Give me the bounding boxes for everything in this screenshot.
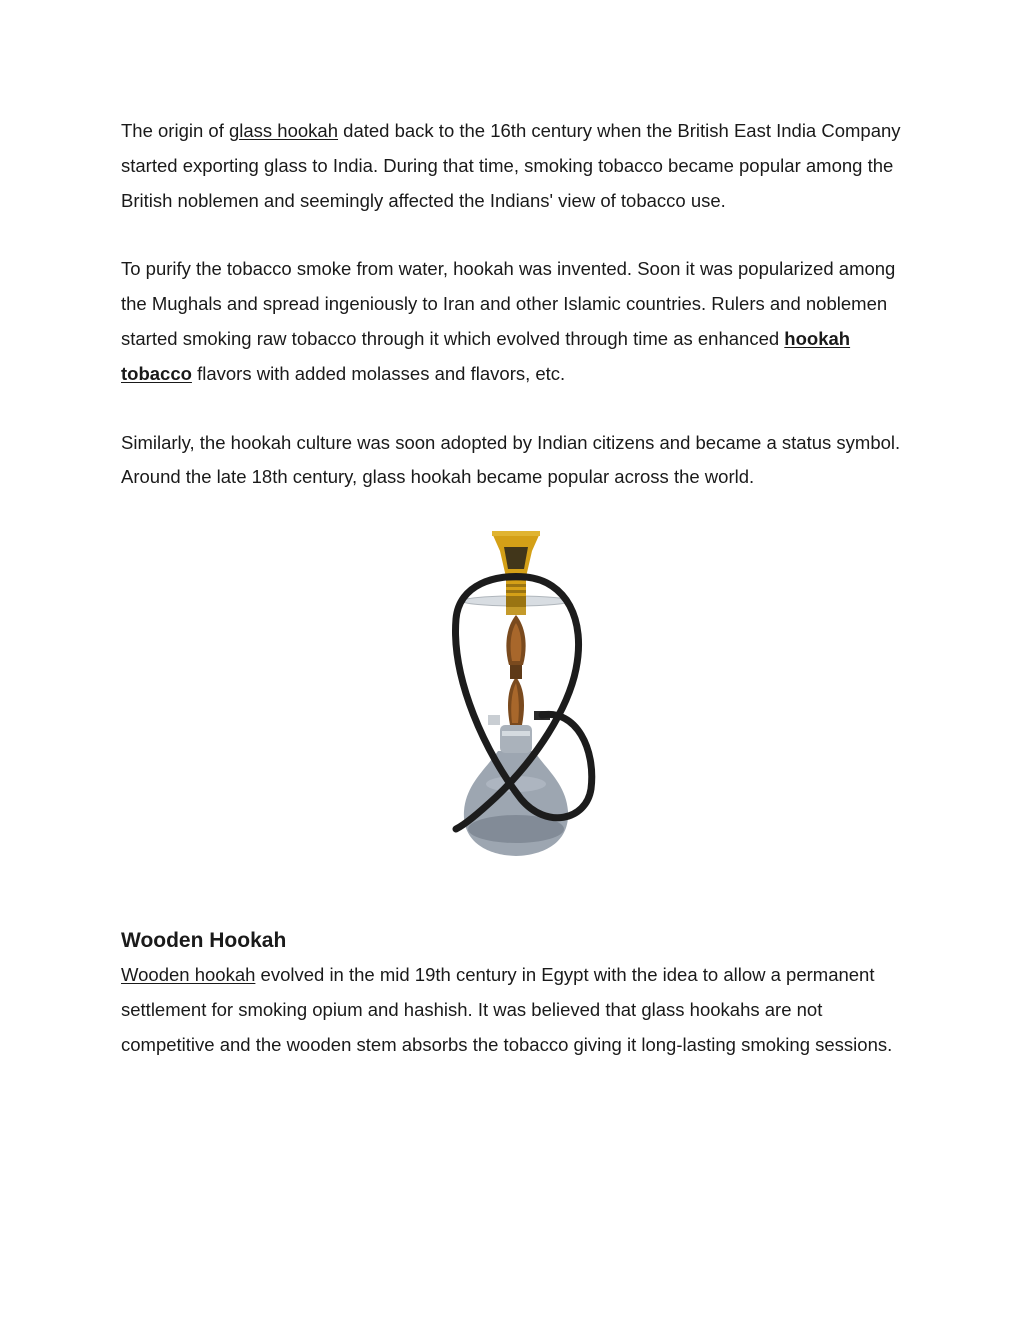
glass-hookah-link[interactable]: glass hookah (228, 120, 339, 141)
hookah-collar (500, 725, 532, 753)
paragraph-hookah-invention (121, 252, 911, 391)
hookah-figure (121, 529, 911, 863)
wooden-hookah-link[interactable]: Wooden hookah (121, 964, 256, 986)
paragraph-text: flavors with added molasses and flavors, etc. (191, 362, 566, 384)
paragraph-glass-hookah-origin (121, 114, 911, 218)
hookah-image (426, 529, 606, 863)
paragraph-text: dated back to the 16th century when the British East India Company started exporting glass to India. During that time, smoking tobacco became popular among the British noblemen and seemingly affected the Indians' view of tobacco use. (121, 120, 901, 211)
document-page (121, 114, 911, 1097)
paragraph-hookah-culture (121, 426, 911, 496)
paragraph-text: evolved in the mid 19th century in Egypt with the idea to allow a permanent settlement for smoking opium and hashish. It was believed that glass hookahs are not competitive and the wooden stem absorbs the tobacco giving it long-lasting smoking sessions. (121, 964, 893, 1055)
section-heading-wooden-hookah: Wooden Hookah (121, 929, 287, 953)
hookah-tobacco-link[interactable]: hookah tobacco (121, 327, 851, 384)
paragraph-text: To purify the tobacco smoke from water, hookah was invented. Soon it was popularized among the Mughals and spread ingeniously to Iran and other Islamic countries. Rulers and noblemen started smoking raw tobacco through it which evolved through time as enhanced (121, 258, 896, 349)
paragraph-text: The origin of (121, 120, 229, 141)
paragraph-wooden-hookah (121, 958, 911, 1062)
paragraph-text: Similarly, the hookah culture was soon adopted by Indian citizens and became a status symbol. Around the late 18th century, glass hookah became popular across the world. (121, 431, 901, 488)
